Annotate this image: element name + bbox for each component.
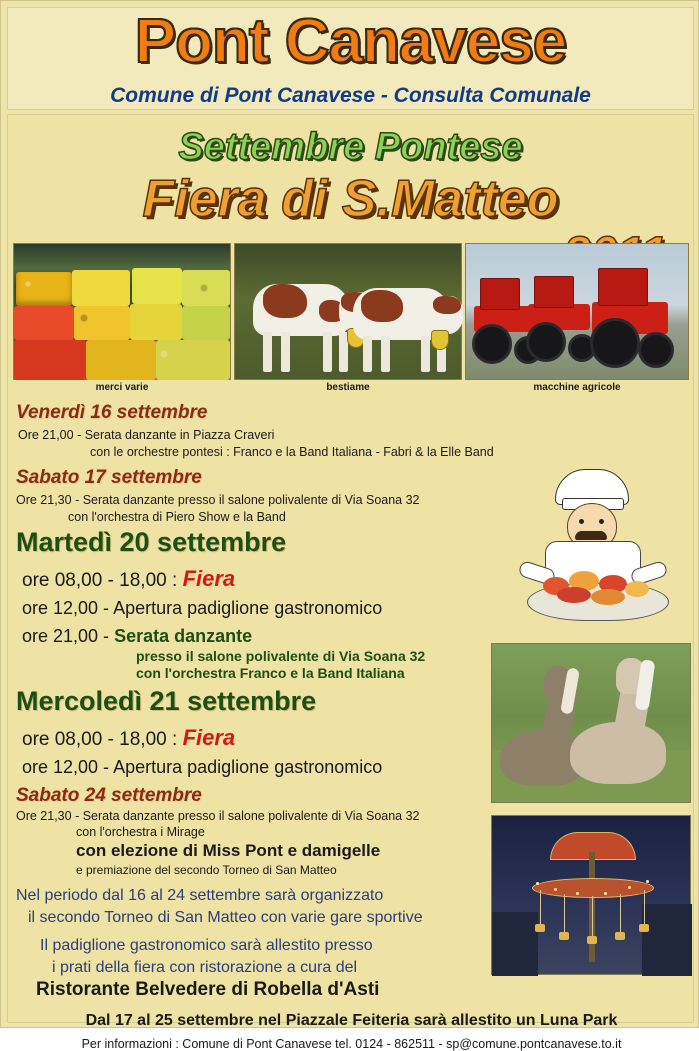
caption-bestiame: bestiame (326, 382, 370, 393)
martedi-20-extra-1: presso il salone polivalente di Via Soana 32 (136, 648, 426, 664)
produce-texture (14, 244, 230, 379)
tractor-cab (598, 268, 648, 306)
note-line-3: Il padiglione gastronomico sarà allestito presso (40, 937, 373, 954)
photo-bestiame (234, 243, 462, 380)
tractor-cab (534, 276, 574, 308)
sabato-24-line-1: Ore 21,30 - Serata danzante presso il salone polivalente di Via Soana 32 (16, 809, 420, 823)
hero-line-1: Settembre Pontese (178, 126, 523, 168)
martedi-20-row-1-label: Fiera (182, 566, 236, 591)
sabato-17-line-1: Ore 21,30 - Serata danzante presso il salone polivalente di Via Soana 32 (16, 493, 420, 507)
carousel-light (646, 880, 649, 883)
note-line-4: i prati della fiera con ristorazione a cura del (52, 959, 358, 976)
cow-bell (431, 330, 449, 350)
poster-header (7, 7, 694, 110)
martedi-20-row-3-time: ore 21,00 - (22, 626, 115, 646)
martedi-20-row-2-label: Apertura padiglione gastronomico (113, 598, 383, 618)
chef-hat-icon (555, 469, 629, 505)
sabato-24-line-3: con elezione di Miss Pont e damigelle (76, 841, 381, 860)
building (492, 912, 538, 976)
cow-leg (363, 336, 372, 372)
contact-info[interactable]: Per informazioni : Comune di Pont Canavese tel. 0124 - 862511 - sp@comune.pontcanavese.to.it (81, 1037, 622, 1051)
carousel-chair (559, 932, 569, 940)
sabato-24-line-2: con l'orchestra i Mirage (76, 825, 205, 839)
carousel-light (576, 892, 579, 895)
chef-illustration (491, 465, 691, 626)
martedi-20-row-1-time: ore 08,00 - 18,00 : (22, 570, 183, 591)
carousel-light (554, 888, 557, 891)
day-heading-mercoledi-21: Mercoledì 21 settembre (16, 686, 317, 716)
poster-body (7, 114, 694, 1051)
page-subtitle: Comune di Pont Canavese - Consulta Comunale (110, 84, 591, 107)
venerdi-16-line-1: Ore 21,00 - Serata danzante in Piazza Craveri (18, 428, 275, 442)
carousel-light (536, 882, 539, 885)
caption-merci-varie: merci varie (95, 382, 149, 393)
cow-leg (323, 332, 332, 372)
carousel-chair (587, 936, 597, 944)
chef-eye (579, 519, 584, 524)
cow-patch (263, 284, 307, 318)
martedi-20-row-1 (22, 566, 235, 592)
martedi-20-row-2-time: ore 12,00 - (22, 598, 114, 618)
caption-macchine-agricole: macchine agricole (533, 382, 621, 393)
tractor-cab (480, 278, 520, 310)
venerdi-16-line-2: con le orchestre pontesi : Franco e la Band Italiana - Fabri & la Elle Band (90, 445, 494, 459)
building (642, 904, 692, 976)
carousel-light (628, 886, 631, 889)
food-item (591, 589, 625, 605)
cow-patch (361, 290, 403, 322)
chef-mustache (575, 531, 607, 540)
tractor-wheel (638, 332, 674, 368)
day-heading-venerdi-16: Venerdì 16 settembre (16, 402, 208, 423)
photo-strip (13, 243, 690, 380)
lunapark-photo (491, 815, 691, 975)
day-heading-sabato-24: Sabato 24 settembre (16, 785, 202, 806)
cow-leg (263, 332, 272, 372)
tractor-wheel (590, 318, 640, 368)
note-line-2: il secondo Torneo di San Matteo con varie gare sportive (28, 909, 423, 926)
food-item (557, 587, 591, 603)
carousel-chair (615, 932, 625, 940)
martedi-20-row-2 (22, 598, 382, 619)
food-item (625, 581, 649, 597)
sabato-24-line-4: e premiazione del secondo Torneo di San Matteo (76, 863, 337, 877)
photo-merci-varie (13, 243, 231, 380)
carousel-light (604, 892, 607, 895)
cow-leg (381, 336, 390, 372)
hero-line-2: Fiera di S.Matteo (142, 170, 559, 228)
mercoledi-21-row-2-label: Apertura padiglione gastronomico (113, 757, 383, 777)
day-heading-sabato-17: Sabato 17 settembre (16, 467, 202, 488)
mercoledi-21-row-1-time: ore 08,00 - 18,00 : (22, 729, 183, 750)
restaurant-name: Ristorante Belvedere di Robella d'Asti (36, 979, 380, 1000)
carousel-wire (564, 894, 565, 932)
martedi-20-row-3 (22, 626, 252, 647)
mercoledi-21-row-1-label: Fiera (182, 725, 236, 750)
carousel-wire (592, 896, 593, 936)
carousel-ring (532, 878, 654, 898)
tractor-wheel (472, 324, 512, 364)
mercoledi-21-row-2-time: ore 12,00 - (22, 757, 114, 777)
horses-photo (491, 643, 691, 803)
mercoledi-21-row-1 (22, 725, 235, 751)
carousel-wire (620, 894, 621, 932)
carousel-chair (535, 924, 545, 932)
cow-head-patch (433, 296, 461, 314)
carousel-wire (540, 890, 541, 924)
carousel-chair (639, 924, 649, 932)
day-heading-martedi-20: Martedì 20 settembre (16, 527, 287, 557)
note-line-1: Nel periodo dal 16 al 24 settembre sarà organizzato (16, 887, 384, 904)
cow-leg (281, 332, 290, 372)
page-title: Pont Canavese (134, 7, 567, 76)
lunapark-note: Dal 17 al 25 settembre nel Piazzale Feiteria sarà allestito un Luna Park (85, 1012, 618, 1029)
photo-macchine-agricole (465, 243, 689, 380)
cow-leg (421, 336, 430, 372)
tractor-wheel (526, 322, 566, 362)
chef-eye (599, 519, 604, 524)
mercoledi-21-row-2 (22, 757, 382, 778)
sabato-17-line-2: con l'orchestra di Piero Show e la Band (68, 510, 286, 524)
photo-captions (13, 382, 690, 396)
martedi-20-row-3-label: Serata danzante (114, 626, 253, 646)
martedi-20-extra-2: con l'orchestra Franco e la Band Italiana (136, 665, 405, 681)
carousel-wire (644, 890, 645, 924)
